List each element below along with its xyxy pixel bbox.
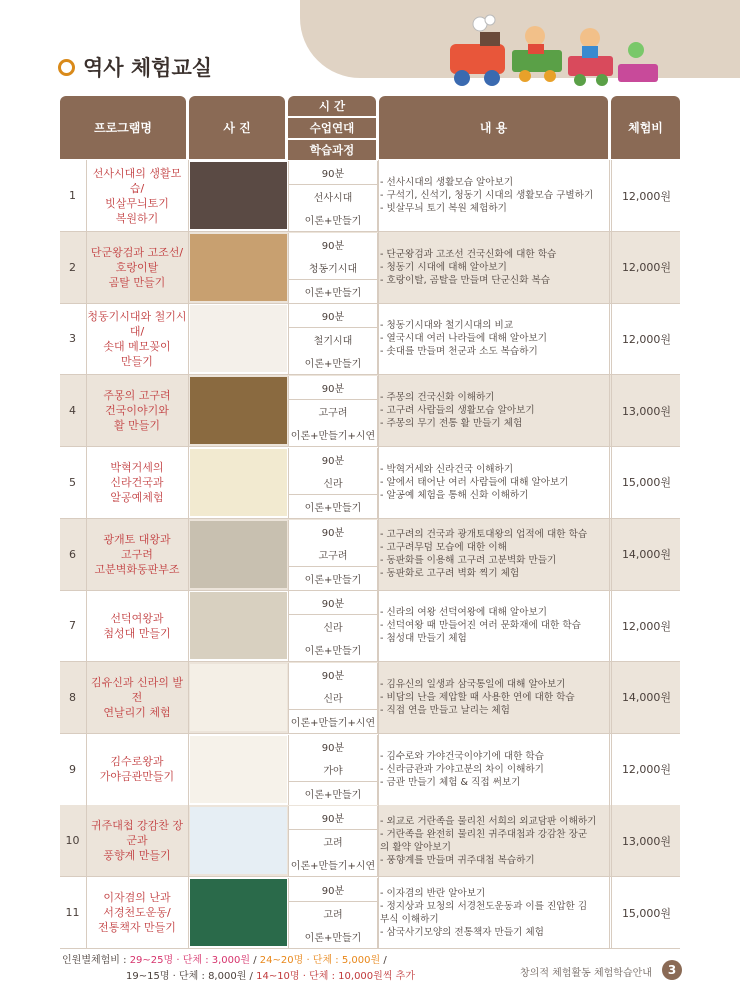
footer-guide-text: 창의적 체험활동 체험학습안내 <box>520 968 652 979</box>
content-line: - 주몽의 건국신화 이해하기 <box>380 392 495 404</box>
row-time: 90분 <box>288 663 378 687</box>
footer-label: 인원별체험비 : <box>62 955 130 966</box>
table-row <box>60 232 680 304</box>
column-divider <box>609 160 610 231</box>
program-photo <box>190 879 287 946</box>
table-row <box>60 303 680 375</box>
column-divider <box>609 877 610 948</box>
program-photo <box>190 234 287 301</box>
header-course: 학습과정 <box>288 140 376 160</box>
column-divider <box>188 303 189 374</box>
column-divider <box>188 519 189 590</box>
content-line: - 빗살무늬 토기 복원 체험하기 <box>380 203 507 214</box>
column-divider <box>609 232 610 303</box>
table-row <box>60 877 680 949</box>
content-line: - 거란족을 완전히 물리친 귀주대첩과 강감찬 장군 의 활약 알아보기 <box>380 828 588 853</box>
column-divider <box>86 519 87 590</box>
content-line: - 삼국사기모양의 전통책자 만들기 체험 <box>380 926 544 938</box>
row-era: 가야 <box>288 758 378 782</box>
program-photo <box>190 521 287 588</box>
row-era: 고려 <box>288 902 378 926</box>
content-line: - 금관 만들기 체험 & 직접 써보기 <box>380 776 521 788</box>
row-era: 철기시대 <box>288 328 378 352</box>
row-course: 이론+만들기 <box>288 351 378 374</box>
program-fee: 12,000원 <box>611 303 681 374</box>
table-row <box>60 375 680 447</box>
content-line: - 주몽의 무기 전통 활 만들기 체험 <box>380 418 523 430</box>
header-photo: 사 진 <box>189 96 285 159</box>
row-number: 11 <box>65 906 80 919</box>
column-divider <box>609 447 610 518</box>
column-divider <box>609 734 610 805</box>
row-era: 고려 <box>288 830 378 854</box>
program-photo <box>190 377 287 444</box>
program-content <box>380 662 608 733</box>
column-divider <box>86 232 87 303</box>
row-number: 6 <box>69 547 76 561</box>
footer-fee-note <box>62 953 415 985</box>
program-content <box>380 447 608 518</box>
content-line: - 고구려의 건국과 광개토대왕의 업적에 대한 학습 <box>380 529 588 540</box>
program-fee: 12,000원 <box>611 160 681 231</box>
program-photo <box>190 305 287 372</box>
column-divider <box>609 375 610 446</box>
program-content <box>380 805 608 876</box>
program-name: 광개토 대왕과 고구려 고분벽화동판부조 <box>94 532 180 576</box>
content-line: - 김수로와 가야건국이야기에 대한 학습 <box>380 750 544 762</box>
row-era: 신라 <box>288 615 378 639</box>
row-time: 90분 <box>288 376 378 400</box>
header-program: 프로그램명 <box>60 96 186 159</box>
content-line: - 단군왕검과 고조선 건국신화에 대한 학습 <box>380 248 557 260</box>
row-course: 이론+만들기 <box>288 495 378 518</box>
column-divider <box>86 734 87 805</box>
column-divider <box>86 590 87 661</box>
row-course: 이론+만들기 <box>288 782 378 805</box>
row-course: 이론+만들기+시연 <box>288 423 378 446</box>
row-time: 90분 <box>288 520 378 544</box>
table-row <box>60 734 680 806</box>
column-divider <box>378 590 379 661</box>
content-line: - 정지상과 묘청의 서경천도운동과 이를 진압한 김 부식 이해하기 <box>380 900 588 925</box>
column-divider <box>86 877 87 948</box>
content-line: - 청동기 시대에 대해 알아보기 <box>380 261 507 273</box>
row-number: 8 <box>69 690 76 704</box>
content-line: - 신라금관과 가야고분의 차이 이해하기 <box>380 763 544 775</box>
content-line: - 첨성대 만들기 체험 <box>380 633 467 645</box>
row-number: 9 <box>69 762 76 776</box>
column-divider <box>609 805 610 876</box>
column-divider <box>188 232 189 303</box>
row-time: 90분 <box>288 735 378 759</box>
program-fee: 12,000원 <box>611 734 681 805</box>
column-divider <box>86 662 87 733</box>
table-row <box>60 805 680 877</box>
column-divider <box>378 447 379 518</box>
program-photo <box>190 162 287 229</box>
content-line: - 고구려 사람들의 생활모습 알아보기 <box>380 405 535 417</box>
program-content <box>380 232 608 303</box>
program-photo <box>190 736 287 803</box>
column-divider <box>378 805 379 876</box>
column-divider <box>86 447 87 518</box>
row-time: 90분 <box>288 591 378 615</box>
section-title-text: 역사 체험교실 <box>83 56 213 80</box>
column-divider <box>188 590 189 661</box>
program-name: 박혁거세의 신라건국과 알공예체험 <box>110 460 164 504</box>
program-content <box>380 375 608 446</box>
column-divider <box>86 375 87 446</box>
table-row <box>60 590 680 662</box>
program-fee: 13,000원 <box>611 805 681 876</box>
row-course: 이론+만들기+시연 <box>288 853 378 876</box>
content-line: - 선사시대의 생활모습 알아보기 <box>380 177 514 188</box>
content-line: - 구석기, 신석기, 청동기 시대의 생활모습 구별하기 <box>380 190 594 201</box>
row-course: 이론+만들기 <box>288 567 378 590</box>
column-divider <box>188 805 189 876</box>
footer-group-1: 29~25명 · 단체 : 3,000원 <box>129 955 251 966</box>
column-divider <box>188 375 189 446</box>
row-time: 90분 <box>288 448 378 472</box>
footer-sep-3: / <box>246 971 257 982</box>
column-divider <box>378 877 379 948</box>
column-divider <box>378 662 379 733</box>
row-number: 7 <box>69 619 76 633</box>
program-fee: 12,000원 <box>611 590 681 661</box>
column-divider <box>86 160 87 231</box>
footer-group-4: 14~10명 · 단체 : 10,000원씩 추가 <box>256 971 415 982</box>
content-line: - 알에서 태어난 여러 사람들에 대해 알아보기 <box>380 476 569 488</box>
column-divider <box>188 160 189 231</box>
column-divider <box>378 160 379 231</box>
row-number: 2 <box>69 260 76 274</box>
program-name: 선덕여왕과 첨성대 만들기 <box>103 611 171 640</box>
content-line: - 직접 연을 만들고 날리는 체험 <box>380 704 510 716</box>
content-line: - 동판화를 이용해 고구려 고분벽화 만들기 <box>380 555 557 566</box>
column-divider <box>188 877 189 948</box>
column-divider <box>609 519 610 590</box>
program-content <box>380 519 608 590</box>
content-line: - 신라의 여왕 선덕여왕에 대해 알아보기 <box>380 607 547 619</box>
program-photo <box>190 807 287 874</box>
row-course: 이론+만들기 <box>288 925 378 948</box>
row-time: 90분 <box>288 878 378 902</box>
program-name: 이자겸의 난과 서경천도운동/ 전통책자 만들기 <box>98 891 176 934</box>
column-divider <box>86 303 87 374</box>
row-number: 1 <box>69 189 76 202</box>
program-name: 귀주대첩 강감찬 장군과 풍향계 만들기 <box>90 819 183 863</box>
row-era: 청동기시대 <box>288 256 378 280</box>
column-divider <box>188 662 189 733</box>
page-number-badge: 3 <box>662 960 682 980</box>
content-line: - 고구려무덤 모습에 대한 이해 <box>380 542 507 553</box>
program-fee: 13,000원 <box>611 375 681 446</box>
row-era: 고구려 <box>288 400 378 424</box>
program-name: 단군왕검과 고조선/ 호랑이탈 곰탈 만들기 <box>90 245 184 289</box>
column-divider <box>378 303 379 374</box>
footer-sep-1: / <box>250 955 260 966</box>
program-photo <box>190 592 287 659</box>
content-line: - 호랑이탈, 곰탈을 만들며 단군신화 복습 <box>380 274 551 286</box>
content-line: - 동판화로 고구려 벽화 찍기 체험 <box>380 568 520 579</box>
content-line: - 박혁거세와 신라건국 이해하기 <box>380 463 514 475</box>
row-course: 이론+만들기 <box>288 208 378 231</box>
header-fee: 체험비 <box>611 96 680 159</box>
row-era: 선사시대 <box>288 185 378 209</box>
column-divider <box>609 303 610 374</box>
row-time: 90분 <box>288 233 378 257</box>
program-fee: 12,000원 <box>611 232 681 303</box>
content-line: - 김유신의 일생과 삼국통일에 대해 알아보기 <box>380 678 566 690</box>
footer-sep-2: / <box>380 955 387 966</box>
program-fee: 14,000원 <box>611 519 681 590</box>
content-line: - 비담의 난을 제압할 때 사용한 연에 대한 학습 <box>380 691 575 703</box>
column-divider <box>609 590 610 661</box>
program-name: 김수로왕과 가야금관만들기 <box>99 755 175 784</box>
row-era: 신라 <box>288 686 378 710</box>
content-line: - 선덕여왕 때 만들어진 여러 문화재에 대한 학습 <box>380 620 581 632</box>
program-content <box>380 590 608 661</box>
table-row <box>60 447 680 519</box>
program-photo <box>190 449 287 516</box>
program-fee: 15,000원 <box>611 877 681 948</box>
footer-group-3: 19~15명 · 단체 : 8,000원 <box>126 971 247 982</box>
column-divider <box>378 375 379 446</box>
content-line: - 외교로 거란족을 물리친 서희의 외교담판 이해하기 <box>380 815 597 827</box>
row-number: 3 <box>69 332 76 346</box>
row-era: 신라 <box>288 471 378 495</box>
row-course: 이론+만들기 <box>288 280 378 303</box>
row-course: 이론+만들기+시연 <box>288 710 378 733</box>
program-fee: 14,000원 <box>611 662 681 733</box>
program-photo <box>190 664 287 731</box>
table-row <box>60 662 680 734</box>
column-divider <box>86 805 87 876</box>
page-title <box>58 52 212 82</box>
row-course: 이론+만들기 <box>288 638 378 661</box>
column-divider <box>188 734 189 805</box>
column-divider <box>378 734 379 805</box>
row-time: 90분 <box>288 806 378 830</box>
content-line: - 솟대를 만들며 천군과 소도 복습하기 <box>380 346 538 358</box>
content-line: - 풍향계를 만들며 귀주대첩 복습하기 <box>380 854 535 866</box>
program-name: 김유신과 신라의 발전 연날리기 체험 <box>90 675 183 719</box>
footer-group-2: 24~20명 · 단체 : 5,000원 <box>259 955 381 966</box>
content-line: - 알공예 체험을 통해 신화 이해하기 <box>380 489 529 501</box>
row-time: 90분 <box>288 304 378 328</box>
train-illustration-icon <box>440 14 680 92</box>
header-era: 수업연대 <box>288 118 376 138</box>
program-content <box>380 734 608 805</box>
table-row <box>60 160 680 232</box>
content-line: - 청동기시대와 철기시대의 비교 <box>380 320 514 332</box>
column-divider <box>378 519 379 590</box>
row-number: 5 <box>69 475 76 489</box>
header-time: 시 간 <box>288 96 376 116</box>
row-time: 90분 <box>288 161 378 185</box>
column-divider <box>188 447 189 518</box>
title-bullet-icon <box>58 59 75 76</box>
row-number: 10 <box>65 834 80 848</box>
program-fee: 15,000원 <box>611 447 681 518</box>
program-name: 주몽의 고구려 건국이야기와 활 만들기 <box>103 389 171 433</box>
row-era: 고구려 <box>288 543 378 567</box>
table-row <box>60 519 680 591</box>
program-content <box>380 160 608 231</box>
content-line: - 열국시대 여러 나라들에 대해 알아보기 <box>380 333 547 345</box>
program-name: 선사시대의 생활모습/ 빗살무늬토기 복원하기 <box>92 166 182 225</box>
program-content <box>380 877 608 948</box>
header-content: 내 용 <box>379 96 608 159</box>
program-name: 청동기시대와 철기시대/ 솟대 메모꽂이 만들기 <box>87 309 187 368</box>
content-line: - 이자겸의 반란 알아보기 <box>380 887 486 899</box>
program-content <box>380 303 608 374</box>
column-divider <box>378 232 379 303</box>
column-divider <box>609 662 610 733</box>
row-number: 4 <box>69 404 76 418</box>
